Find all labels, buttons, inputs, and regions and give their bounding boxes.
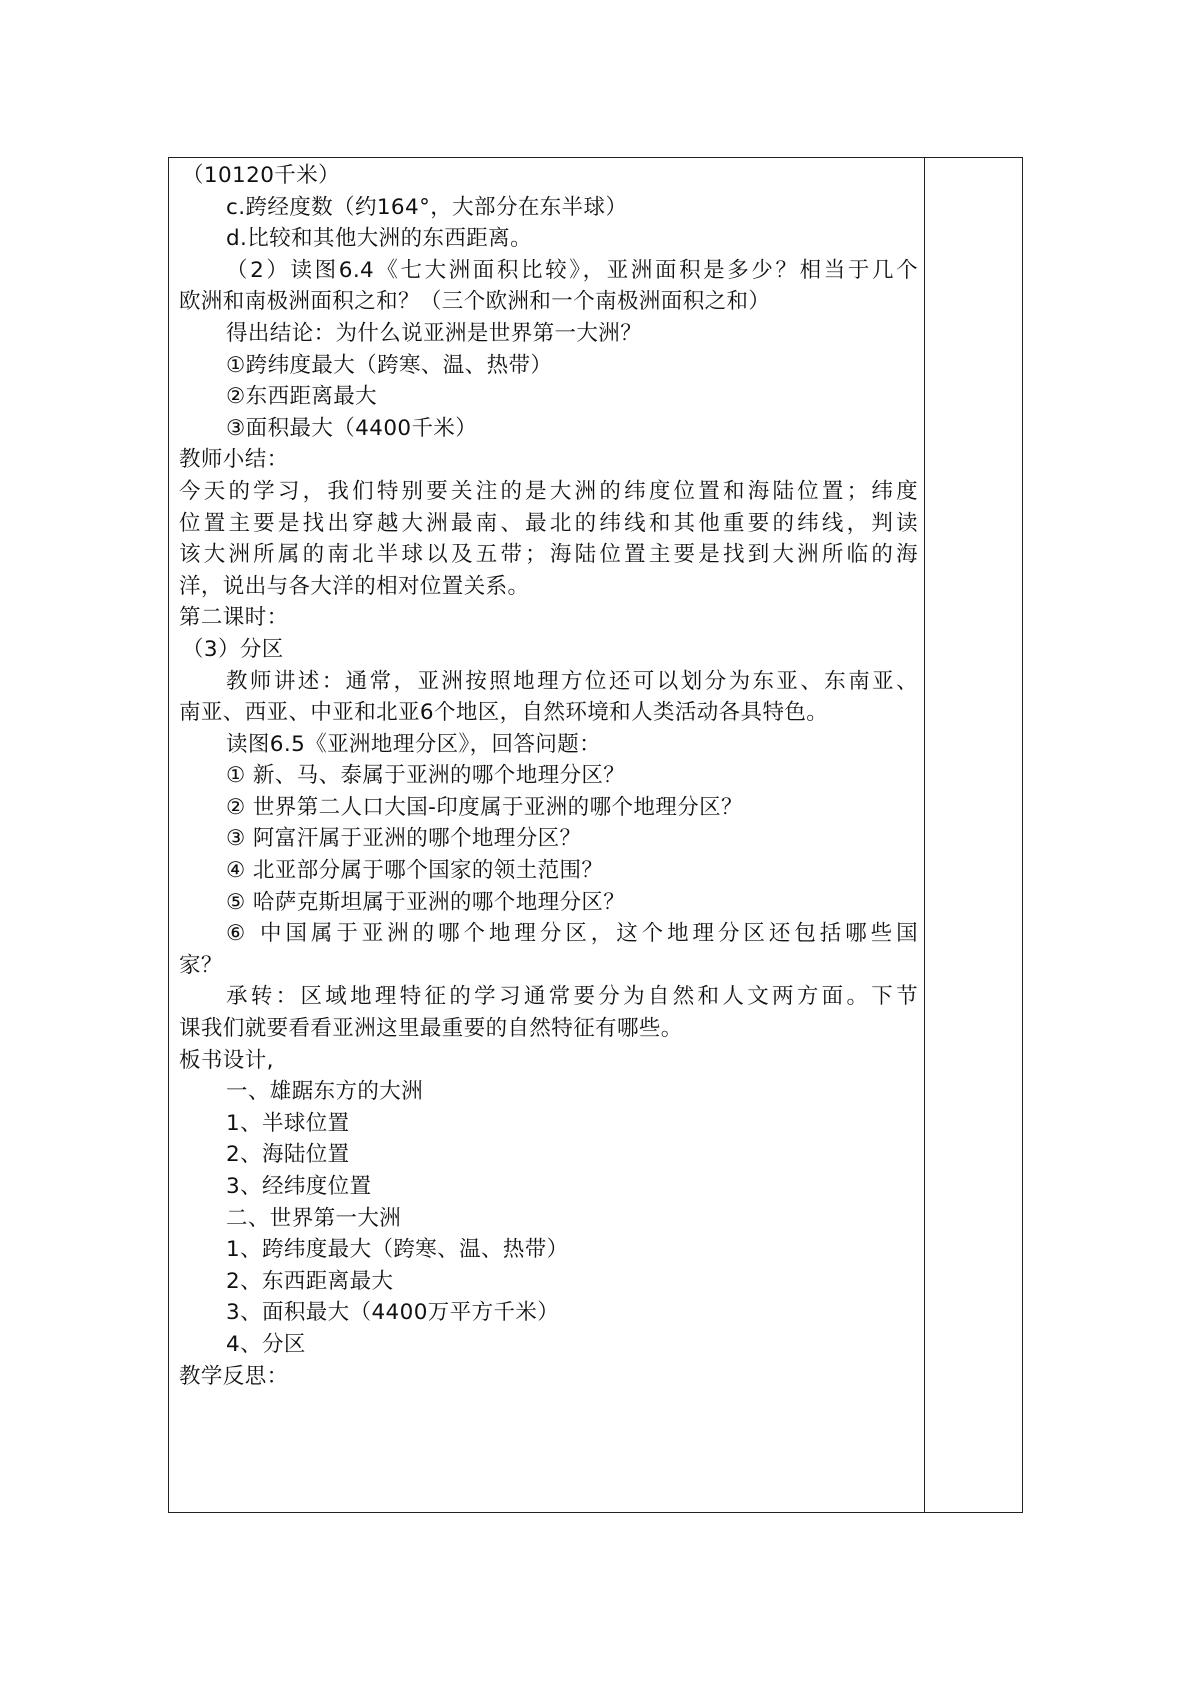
content-cell [169,158,924,1512]
question-item: ② 世界第二人口大国-印度属于亚洲的哪个地理分区？ [226,794,743,820]
question-item: ⑥ 中国属于亚洲的哪个地理分区，这个地理分区还包括哪些国 [226,921,918,947]
outline-item: 4、分区 [226,1331,306,1357]
question-item: ④ 北亚部分属于哪个国家的领土范围？ [226,858,604,884]
text-line: 位置主要是找出穿越大洲最南、最北的纬线和其他重要的纬线，判读 [179,510,918,536]
outline-item: 2、东西距离最大 [226,1268,394,1294]
side-cell [925,158,1022,1512]
outline-item: 1、半球位置 [226,1110,350,1136]
text-line: 该大洲所属的南北半球以及五带；海陆位置主要是找到大洲所临的海 [179,542,918,568]
text-line: （2）读图6.4《七大洲面积比较》，亚洲面积是多少？相当于几个 [226,257,918,283]
text-line: 今天的学习，我们特别要关注的是大洲的纬度位置和海陆位置；纬度 [179,478,918,504]
section-heading: 教学反思： [179,1363,289,1389]
section-heading: 教师小结： [179,447,289,473]
text-line: ①跨纬度最大（跨寒、温、热带） [226,352,553,378]
text-line: 欧洲和南极洲面积之和？（三个欧洲和一个南极洲面积之和） [179,289,771,315]
question-item: ③ 阿富汗属于亚洲的哪个地理分区？ [226,826,582,852]
section-heading: 第二课时： [179,605,289,631]
text-line: d.比较和其他大洲的东西距离。 [226,226,532,252]
text-line: （3）分区 [182,636,284,662]
text-line: 南亚、西亚、中亚和北亚6个地区，自然环境和人类活动各具特色。 [179,700,829,726]
text-line: ②东西距离最大 [226,384,378,410]
text-line: 承转：区域地理特征的学习通常要分为自然和人文两方面。下节 [226,984,918,1010]
text-line: 教师讲述：通常，亚洲按照地理方位还可以划分为东亚、东南亚、 [226,668,918,694]
text-line: 得出结论：为什么说亚洲是世界第一大洲？ [226,320,643,346]
lesson-plan-table [168,157,1023,1513]
text-line: ③面积最大（4400千米） [226,415,478,441]
text-line: 洋，说出与各大洋的相对位置关系。 [179,573,530,599]
text-line: 家？ [179,952,223,978]
text-line: c.跨经度数（约164°，大部分在东半球） [226,194,628,220]
outline-item: 3、经纬度位置 [226,1174,372,1199]
outline-item: 二、世界第一大洲 [226,1205,402,1231]
outline-item: 2、海陆位置 [226,1142,350,1168]
outline-item: 一、雄踞东方的大洲 [226,1079,424,1105]
question-item: ⑤ 哈萨克斯坦属于亚洲的哪个地理分区？ [226,889,626,915]
text-line: 课我们就要看看亚洲这里最重要的自然特征有哪些。 [179,1016,683,1042]
text-line: （10120千米） [182,163,340,188]
text-line: 读图6.5《亚洲地理分区》，回答问题： [226,731,602,757]
outline-item: 1、跨纬度最大（跨寒、温、热带） [226,1237,569,1263]
section-heading: 板书设计, [179,1047,274,1073]
question-item: ① 新、马、泰属于亚洲的哪个地理分区？ [226,763,626,789]
outline-item: 3、面积最大（4400万平方千米） [226,1300,560,1326]
